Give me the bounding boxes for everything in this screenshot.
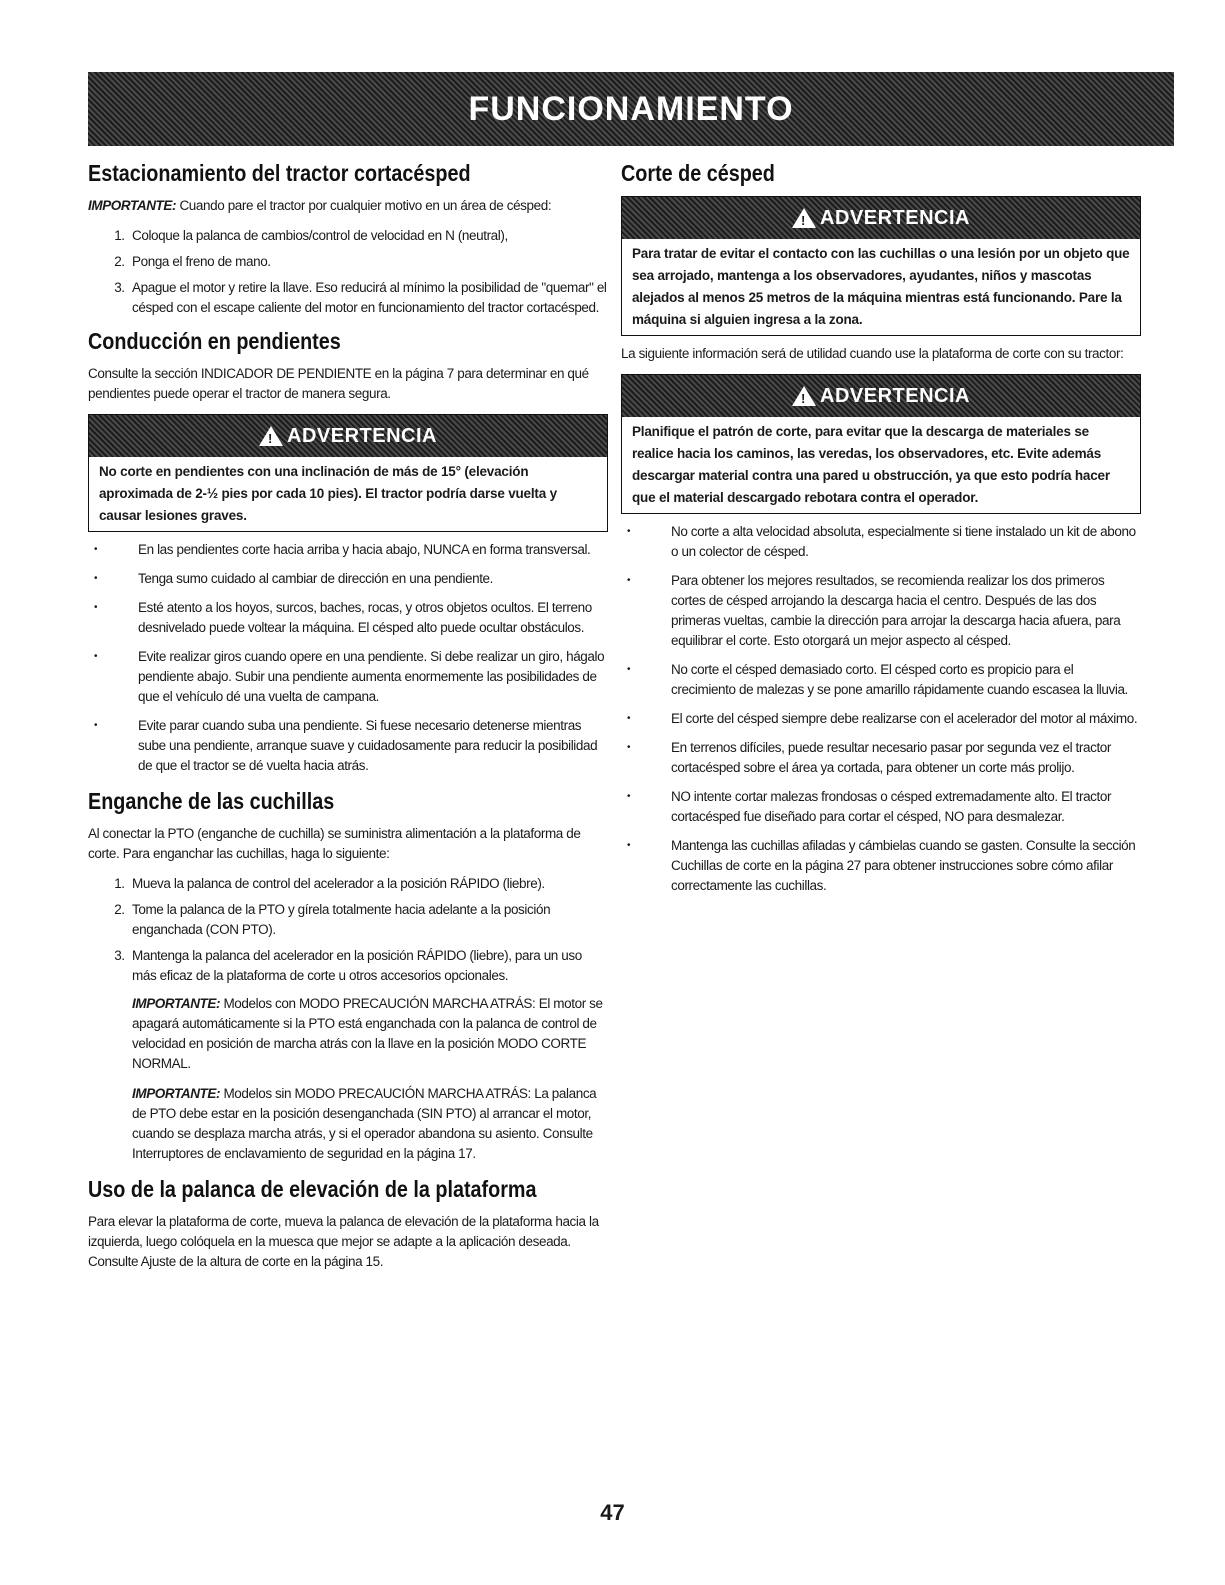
- list-item: • Tenga sumo cuidado al cambiar de dirección en una pendiente.: [138, 569, 608, 589]
- blades-important-1: IMPORTANTE: Modelos con MODO PRECAUCIÓN MARCHA ATRÁS: El motor se apagará automáticamente si la PTO está enganchada con la palanca de control de velocidad en posición de marcha atrás con la llave en la posición MODO CORTE NORMAL.: [132, 996, 603, 1071]
- list-item: • Mantenga las cuchillas afiladas y cámbielas cuando se gasten. Consulte la sección Cuchillas de corte en la página 27 para obtener instrucciones sobre cómo afilar correctamente las cuchillas.: [671, 836, 1141, 896]
- warning-text: No corte en pendientes con una inclinación de más de 15° (elevación aproximada de 2-½ pies por cada 10 pies). El tractor podría darse vuelta y causar lesiones graves.: [99, 464, 557, 523]
- list-item: 3. Apague el motor y retire la llave. Eso reducirá al mínimo la posibilidad de "quemar" el césped con el escape caliente del motor en funcionamiento del tractor cortacésped.: [128, 278, 608, 318]
- mowing-bullets: [621, 522, 1141, 896]
- warning-title: ADVERTENCIA: [820, 206, 970, 229]
- important-label: IMPORTANTE:: [132, 996, 221, 1011]
- lift-text: Para elevar la plataforma de corte, mueva la palanca de elevación de la plataforma hacia la izquierda, luego colóquela en la muesca que mejor se adapte a la aplicación deseada. Consulte Ajuste de la altura de corte en la página 15.: [88, 1214, 599, 1269]
- mowing-intro: La siguiente información será de utilidad cuando use la plataforma de corte con su tractor:: [621, 346, 1124, 361]
- warning-header: [89, 415, 607, 457]
- slopes-intro: Consulte la sección INDICADOR DE PENDIENTE en la página 7 para determinar en qué pendientes puede operar el tractor de manera segura.: [88, 366, 589, 401]
- warning-text: Planifique el patrón de corte, para evitar que la descarga de materiales se realice hacia los caminos, las veredas, los observadores, etc. Evite además descargar material contra una pared u obstrucción, ya que esto podría hacer que el material descargado rebotara contra el operador.: [632, 424, 1110, 505]
- list-item: • Para obtener los mejores resultados, se recomienda realizar los dos primeros cortes de césped arrojando la descarga hacia el centro. Después de las dos primeras vueltas, cambie la dirección para arrojar la descarga hacia afuera, para equilibrar el corte. Esto otorgará un mejor aspecto al césped.: [671, 571, 1141, 651]
- list-item: • No corte el césped demasiado corto. El césped corto es propicio para el crecimiento de malezas y se pone amarillo rápidamente cuando escasea la lluvia.: [671, 660, 1141, 700]
- warning-triangle-icon: [792, 386, 816, 406]
- parking-important: IMPORTANTE: Cuando pare el tractor por cualquier motivo en un área de césped:: [88, 198, 552, 213]
- list-item: • Evite realizar giros cuando opere en una pendiente. Si debe realizar un giro, hágalo pendiente abajo. Subir una pendiente aumenta enormemente las posibilidades de que el vehículo dé una vuelta de campana.: [138, 647, 608, 707]
- section-banner: [88, 72, 1174, 146]
- list-item: • NO intente cortar malezas frondosas o césped extremadamente alto. El tractor cortacésped fue diseñado para cortar el césped, NO para desmalezar.: [671, 787, 1141, 827]
- important-label: IMPORTANTE:: [132, 1086, 221, 1101]
- list-item: • En terrenos difíciles, puede resultar necesario pasar por segunda vez el tractor cortacésped sobre el área ya cortada, para obtener un corte más prolijo.: [671, 738, 1141, 778]
- warning-triangle-icon: [259, 426, 283, 446]
- list-item: 3. Mantenga la palanca del acelerador en la posición RÁPIDO (liebre), para un uso más eficaz de la plataforma de corte u otros accesorios opcionales.: [128, 946, 608, 986]
- list-item: • No corte a alta velocidad absoluta, especialmente si tiene instalado un kit de abono o un colector de césped.: [671, 522, 1141, 562]
- right-column: [621, 154, 1141, 906]
- slopes-heading: Conducción en pendientes: [88, 328, 341, 354]
- list-item: 1. Mueva la palanca de control del acelerador a la posición RÁPIDO (liebre).: [128, 874, 608, 894]
- warning-triangle-icon: [792, 208, 816, 228]
- list-item: • Esté atento a los hoyos, surcos, baches, rocas, y otros objetos ocultos. El terreno desnivelado puede voltear la máquina. El césped alto puede ocultar obstáculos.: [138, 598, 608, 638]
- list-item: 2. Ponga el freno de mano.: [128, 252, 608, 272]
- list-item: • El corte del césped siempre debe realizarse con el acelerador del motor al máximo.: [671, 709, 1141, 729]
- list-item: 1. Coloque la palanca de cambios/control de velocidad en N (neutral),: [128, 226, 608, 246]
- list-item: • En las pendientes corte hacia arriba y hacia abajo, NUNCA en forma transversal.: [138, 540, 608, 560]
- slopes-warning: [88, 414, 608, 532]
- blades-heading: Enganche de las cuchillas: [88, 788, 335, 814]
- section-title: FUNCIONAMIENTO: [468, 89, 794, 128]
- mowing-warning-2: [621, 374, 1141, 514]
- important-label: IMPORTANTE:: [88, 198, 177, 213]
- warning-header: [622, 197, 1140, 239]
- lift-heading: Uso de la palanca de elevación de la plataforma: [88, 1176, 537, 1202]
- parking-steps: [88, 226, 608, 318]
- list-item: • Evite parar cuando suba una pendiente. Si fuese necesario detenerse mientras sube una pendiente, arranque suave y cuidadosamente para reducir la posibilidad de que el tractor se dé vuelta hacia atrás.: [138, 716, 608, 776]
- warning-title: ADVERTENCIA: [287, 424, 437, 447]
- mowing-warning-1: [621, 196, 1141, 336]
- mowing-heading: Corte de césped: [621, 160, 775, 186]
- warning-header: [622, 375, 1140, 417]
- blades-important-2: IMPORTANTE: Modelos sin MODO PRECAUCIÓN MARCHA ATRÁS: La palanca de PTO debe estar en la posición desenganchada (SIN PTO) al arrancar el motor, cuando se desplaza marcha atrás, y si el operador abandona su asiento. Consulte Interruptores de enclavamiento de seguridad en la página 17.: [132, 1086, 597, 1161]
- page-number: 47: [600, 1500, 625, 1525]
- list-item: 2. Tome la palanca de la PTO y gírela totalmente hacia adelante a la posición enganchada (CON PTO).: [128, 900, 608, 940]
- warning-text: Para tratar de evitar el contacto con las cuchillas o una lesión por un objeto que sea arrojado, mantenga a los observadores, ayudantes, niños y mascotas alejados al menos 25 metros de la máquina mientras está funcionando. Pare la máquina si alguien ingresa a la zona.: [632, 246, 1130, 327]
- warning-title: ADVERTENCIA: [820, 384, 970, 407]
- slopes-bullets: [88, 540, 608, 776]
- blades-intro: Al conectar la PTO (enganche de cuchilla) se suministra alimentación a la plataforma de corte. Para enganchar las cuchillas, haga lo siguiente:: [88, 826, 581, 861]
- left-column: [88, 154, 608, 1272]
- parking-heading: Estacionamiento del tractor cortacésped: [88, 160, 471, 186]
- blades-steps: [88, 874, 608, 986]
